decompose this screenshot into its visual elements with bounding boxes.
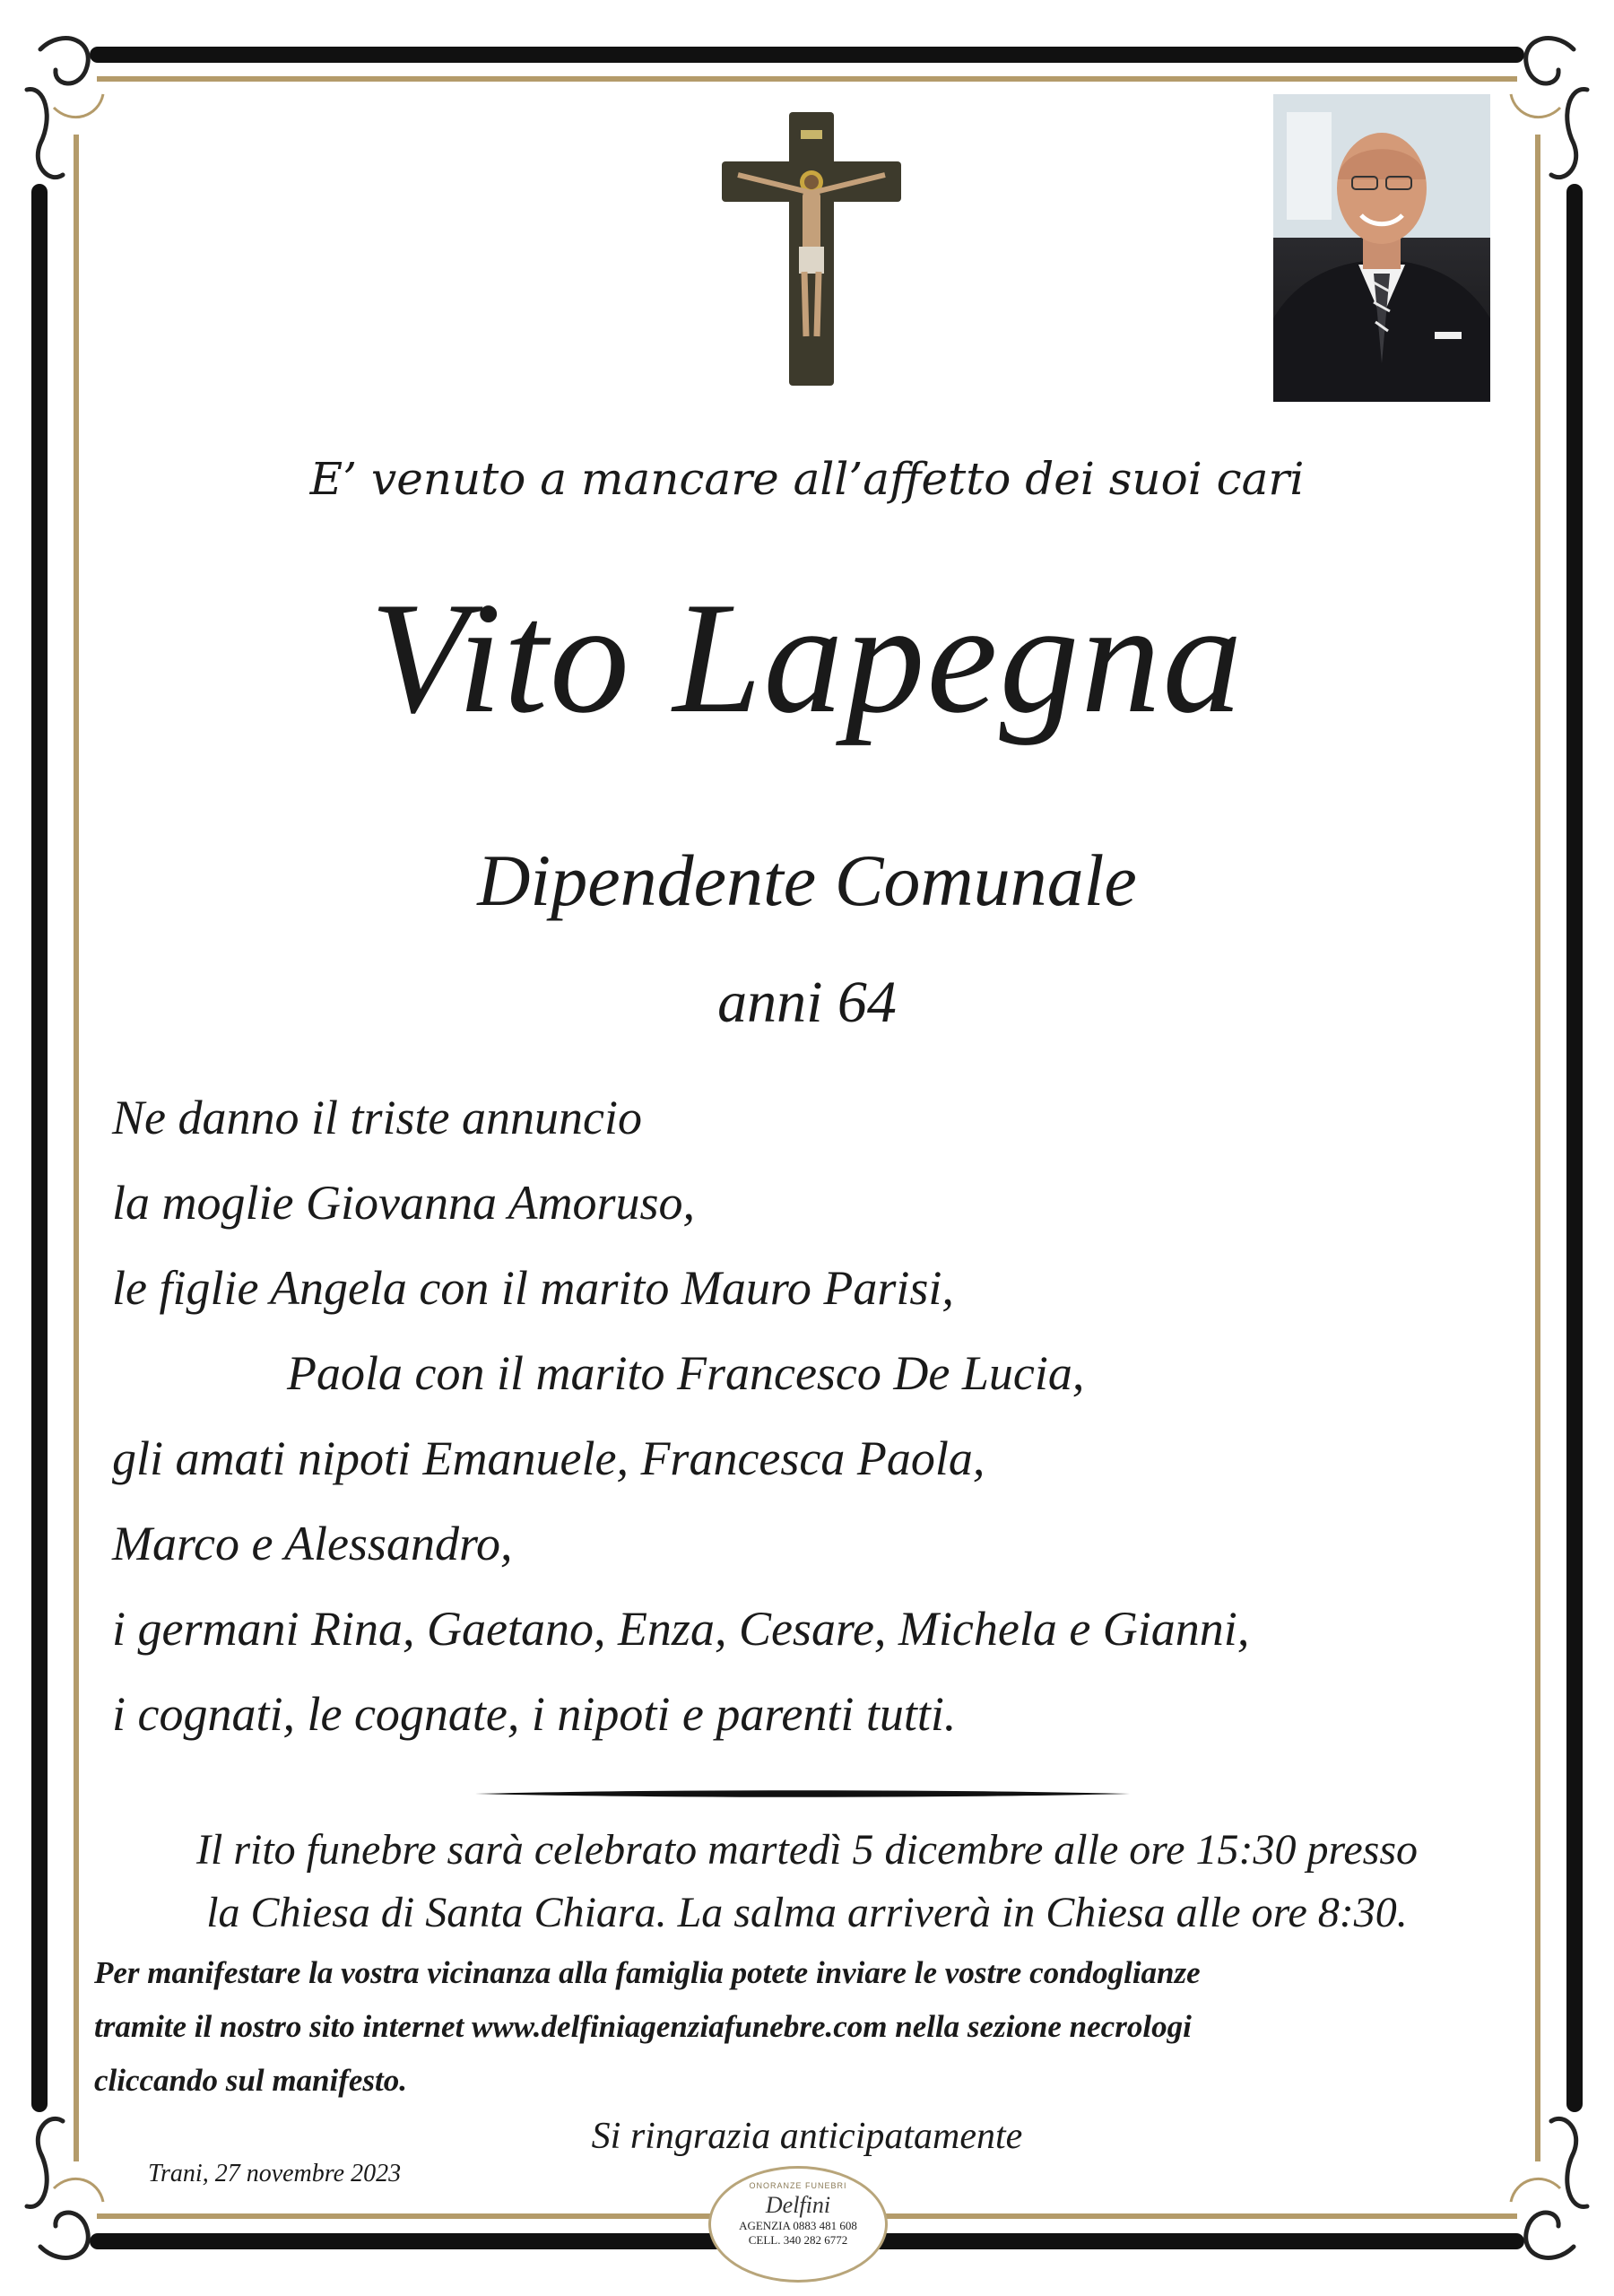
family-line: i cognati, le cognate, i nipoti e parenti tutti. (112, 1687, 957, 1741)
logo-phone-cell: CELL. 340 282 6772 (748, 2233, 848, 2247)
logo-brand: Delfini (765, 2192, 831, 2218)
portrait-photo (1273, 94, 1490, 402)
deceased-name: Vito Lapegna (369, 569, 1245, 746)
rite-line: Il rito funebre sarà celebrato martedì 5 dicembre alle ore 15:30 presso (196, 1826, 1418, 1874)
crucifix-icon (722, 112, 901, 386)
family-line: le figlie Angela con il marito Mauro Parisi, (112, 1261, 954, 1315)
date-text: Trani, 27 novembre 2023 (148, 2160, 402, 2187)
intro-text: E’ venuto a mancare all’affetto dei suoi cari (309, 453, 1305, 505)
family-line: i germani Rina, Gaetano, Enza, Cesare, Michela e Gianni, (112, 1602, 1250, 1656)
condolence-line: Per manifestare la vostra vicinanza alla famiglia potete inviare le vostre condoglianze (94, 1955, 1201, 1990)
family-line: Marco e Alessandro, (112, 1517, 513, 1570)
family-line: Ne danno il triste annuncio (112, 1091, 642, 1144)
family-line: Paola con il marito Francesco De Lucia, (287, 1346, 1085, 1400)
thanks-text: Si ringrazia anticipatamente (591, 2116, 1023, 2157)
family-line: la moglie Giovanna Amoruso, (112, 1176, 695, 1230)
agency-logo (708, 2166, 888, 2283)
condolence-line: tramite il nostro sito internet www.delfiniagenziafunebre.com nella sezione necrologi (94, 2009, 1192, 2044)
deceased-role: Dipendente Comunale (477, 839, 1137, 921)
section-divider (475, 1789, 1130, 1798)
logo-phone-agency: AGENZIA 0883 481 608 (739, 2219, 857, 2232)
rite-line: la Chiesa di Santa Chiara. La salma arriverà in Chiesa alle ore 8:30. (206, 1889, 1408, 1936)
family-line: gli amati nipoti Emanuele, Francesca Paola, (112, 1431, 985, 1485)
condolence-line: cliccando sul manifesto. (94, 2063, 408, 2098)
logo-tagline: ONORANZE FUNEBRI (749, 2181, 847, 2190)
deceased-age: anni 64 (717, 970, 897, 1035)
